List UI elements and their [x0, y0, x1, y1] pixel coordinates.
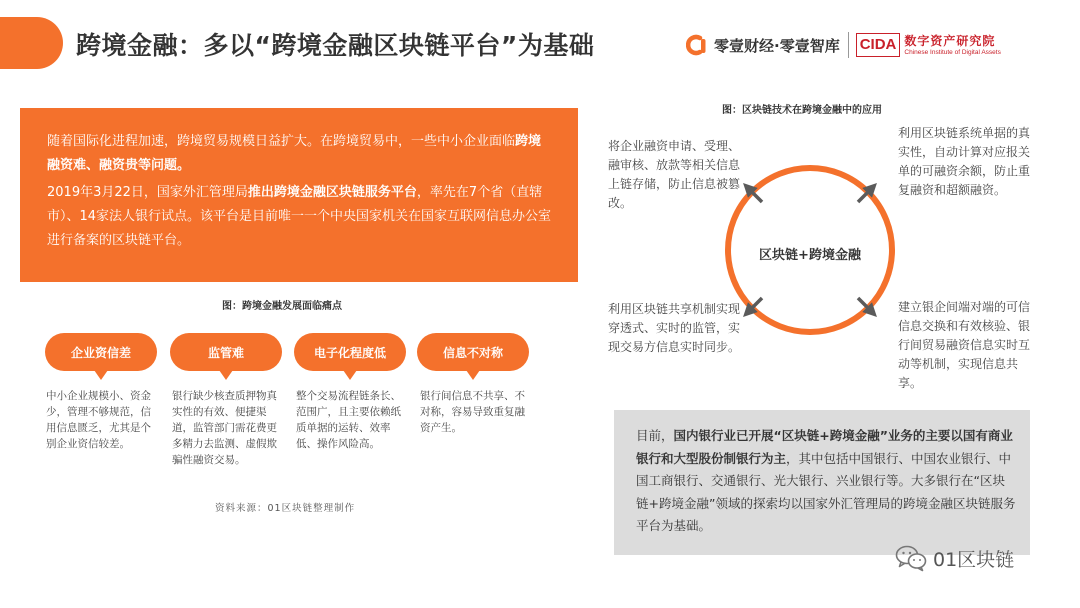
brand-bar [686, 30, 1001, 60]
diagram-text-bottom-left: 利用区块链共享机制实现穿透式、实时的监管，实现交易方信息实时同步。 [608, 302, 741, 354]
pain-pill-credit: 企业资信差 [45, 333, 157, 371]
diagram-text-top-right: 利用区块链系统单据的真实性，自动计算对应报关单的可融资余额，防止重复融资和超额融资。 [898, 126, 1031, 197]
partner-name-en: Chinese Institute of Digital Assets [904, 48, 1001, 56]
pain-text-info-asymmetry: 银行间信息不共享、不对称，容易导致重复融资产生。 [420, 390, 525, 434]
title-accent-tab [0, 17, 63, 69]
summary-box [614, 410, 1030, 555]
intro-p1-text: 随着国际化进程加速，跨境贸易规模日益扩大。在跨境贸易中，一些中小企业面临 [47, 134, 516, 149]
intro-box [20, 108, 578, 282]
page-title: 跨境金融：多以“跨境金融区块链平台”为基础 [76, 31, 595, 60]
summary-text-b: ，其中包括中国银行、中国农业银行、中国工商银行、交通银行、光大银行、兴业银行等。大多银行在“区块链+跨境金融”领域的探索均以国家外汇管理局的跨境金融区块链服务平台为基础。 [636, 450, 1016, 533]
partner-name [904, 34, 1000, 57]
intro-p2-bold: 推出跨境金融区块链服务平台 [247, 185, 417, 200]
intro-p1-bold: 跨境融资难、融资贵等问题。 [47, 134, 542, 173]
diagram-center-label: 区块链+跨境金融 [759, 248, 861, 263]
watermark [895, 544, 1014, 572]
source-note: 资料来源：01区块链整理制作 [215, 503, 356, 514]
diagram-caption: 图：区块链技术在跨境金融中的应用 [722, 105, 882, 116]
wechat-icon [895, 544, 927, 572]
intro-p2-text-a: 2019年3月22日，国家外汇管理局 [47, 185, 248, 200]
watermark-text: 01区块链 [933, 548, 1015, 571]
intro-paragraph-1 [47, 130, 554, 178]
summary-bold: 国内银行业已开展“区块链+跨境金融”业务的主要以国有商业银行和大型股份制银行为主 [636, 428, 1013, 466]
brand-name: 零壹财经·零壹智库 [714, 36, 840, 55]
pain-text-credit: 中小企业规模小、资金少，管理不够规范，信用信息匮乏，尤其是个别企业资信较差。 [46, 390, 151, 450]
partner-name-cn: 数字资产研究院 [904, 33, 996, 48]
brand-divider [848, 32, 849, 58]
pain-pill-info-asymmetry: 信息不对称 [417, 333, 529, 371]
intro-paragraph-2 [47, 181, 554, 253]
diagram-text-bottom-right: 建立银企间端对端的可信信息交换和有效核验、银行间贸易融资信息实时互动等机制，实现信息共享。 [898, 300, 1031, 390]
cida-logo: CIDA [856, 33, 901, 57]
pain-pill-digitization: 电子化程度低 [294, 333, 406, 371]
intro-p2-text-b: ，率先在7个省（直辖市）、14家法人银行试点。该平台是目前唯一一个中央国家机关在国家互联网信息办公室进行备案的区块链平台。 [47, 185, 552, 248]
pain-text-digitization: 整个交易流程链条长、范围广，且主要依赖纸质单据的运转、效率低、操作风险高。 [296, 390, 401, 450]
diagram-text-top-left: 将企业融资申请、受理、融审核、放款等相关信息上链存储，防止信息被篡改。 [608, 139, 741, 210]
pain-pill-regulation: 监管难 [170, 333, 282, 371]
pain-text-regulation: 银行缺少核查质押物真实性的有效、便捷渠道，监管部门需花费更多精力去监测、虚假欺骗性融资交易。 [172, 390, 277, 466]
brand-logo-icon [686, 34, 708, 56]
pain-points-caption: 图：跨境金融发展面临痛点 [222, 301, 342, 312]
summary-text-a: 目前， [636, 428, 674, 443]
